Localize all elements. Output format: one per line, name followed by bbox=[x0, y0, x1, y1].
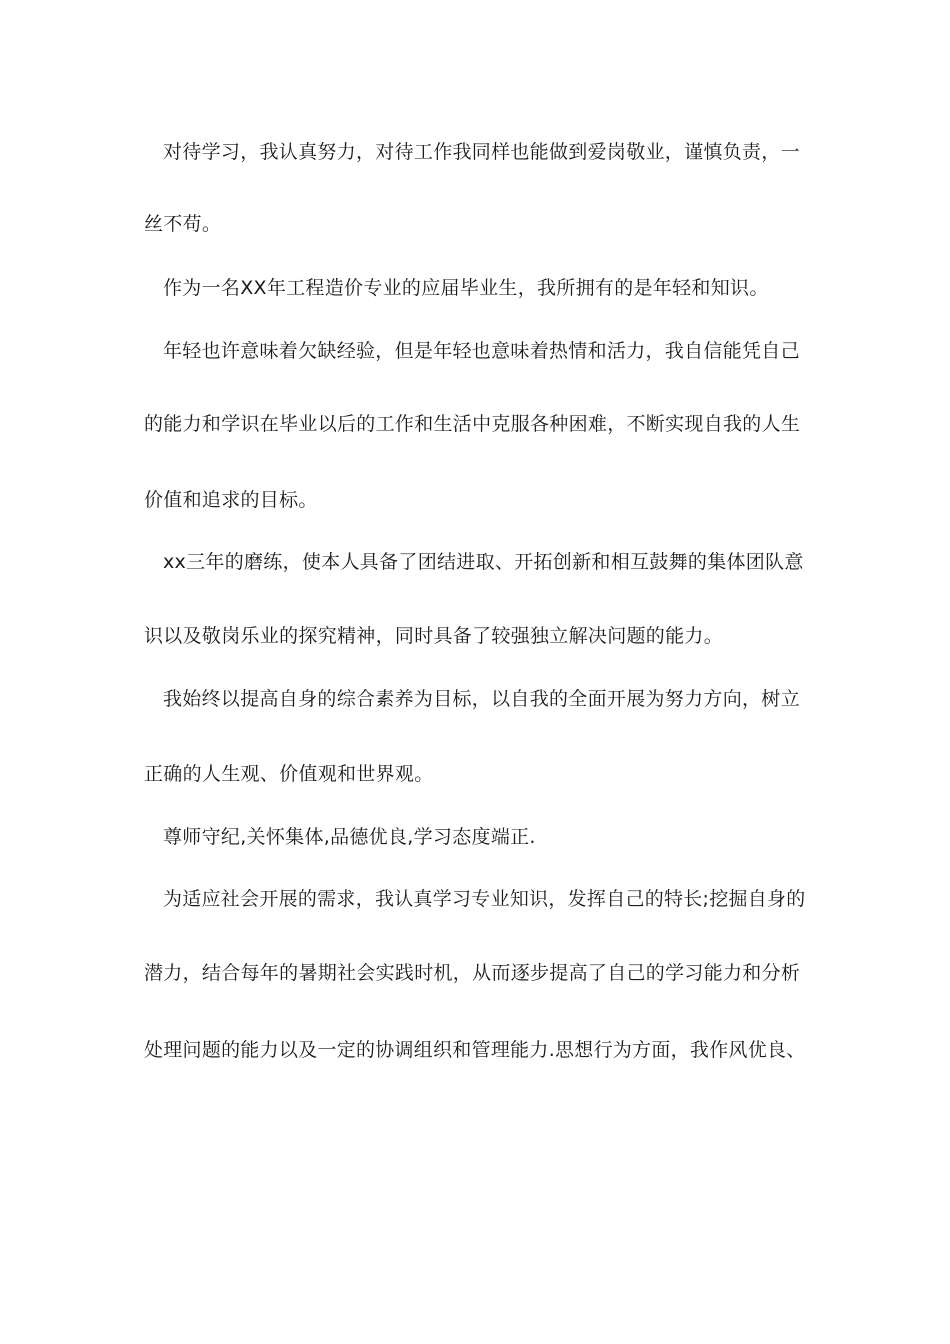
text-line-13: 潜力，结合每年的暑期社会实践时机，从而逐步提高了自己的学习能力和分析 bbox=[144, 962, 801, 984]
text-line-7: xx三年的磨练，使本人具备了团结进取、开拓创新和相互鼓舞的集体团队意 bbox=[163, 551, 804, 573]
text-line-4: 年轻也许意味着欠缺经验，但是年轻也意味着热情和活力，我自信能凭自己 bbox=[163, 340, 800, 362]
text-line-3: 作为一名XX年工程造价专业的应届毕业生，我所拥有的是年轻和知识。 bbox=[163, 277, 769, 299]
text-line-6: 价值和追求的目标。 bbox=[144, 489, 318, 511]
text-line-11: 尊师守纪,关怀集体,品德优良,学习态度端正. bbox=[163, 826, 536, 848]
text-line-14: 处理问题的能力以及一定的协调组织和管理能力.思想行为方面，我作风优良、 bbox=[144, 1039, 806, 1061]
text-line-12: 为适应社会开展的需求，我认真学习专业知识，发挥自己的特长;挖掘自身的 bbox=[163, 888, 806, 910]
text-line-1: 对待学习，我认真努力，对待工作我同样也能做到爱岗敬业，谨慎负责，一 bbox=[163, 141, 800, 163]
text-line-9: 我始终以提高自身的综合素养为目标，以自我的全面开展为努力方向，树立 bbox=[163, 688, 800, 710]
text-line-10: 正确的人生观、价值观和世界观。 bbox=[144, 763, 434, 785]
text-line-2: 丝不苟。 bbox=[144, 213, 222, 235]
text-line-5: 的能力和学识在毕业以后的工作和生活中克服各种困难，不断实现自我的人生 bbox=[144, 413, 801, 435]
text-line-8: 识以及敬岗乐业的探究精神，同时具备了较强独立解决问题的能力。 bbox=[144, 625, 724, 647]
